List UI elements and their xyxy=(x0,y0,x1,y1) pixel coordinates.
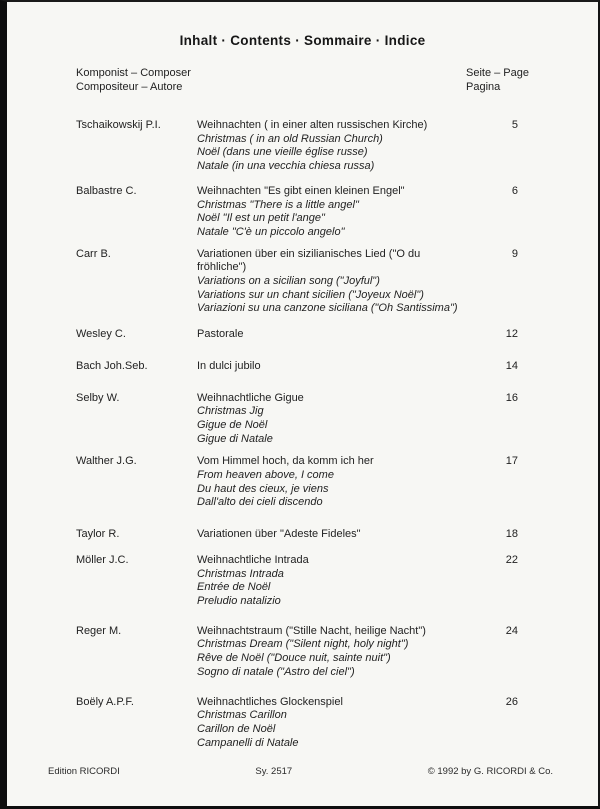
toc-entry xyxy=(76,528,532,542)
composer-name: Tschaikowskij P.I. xyxy=(76,119,161,131)
page-number: 17 xyxy=(505,455,518,468)
title-french: Variations sur un chant sicilien ("Joyeux Noël") xyxy=(197,288,424,301)
work-titles xyxy=(197,360,476,374)
title-italian: Campanelli di Natale xyxy=(197,736,299,749)
work-titles xyxy=(197,185,476,240)
title-english: Christmas Dream ("Silent night, holy night") xyxy=(197,638,409,651)
title-german: Weihnachtliche Intrada xyxy=(197,553,309,566)
page-number: 12 xyxy=(505,328,518,341)
composer-name: Wesley C. xyxy=(76,328,126,341)
work-titles xyxy=(197,696,476,751)
page-number: 22 xyxy=(505,553,518,566)
title-italian: Sogno di natale ("Astro del ciel") xyxy=(197,665,355,678)
title-german: Weihnachtliches Glockenspiel xyxy=(197,695,343,708)
title-english: From heaven above, I come xyxy=(197,469,334,482)
page-number: 14 xyxy=(505,359,518,372)
composer-name: Bach Joh.Seb. xyxy=(76,359,148,372)
page-footer xyxy=(48,766,553,777)
composer-name: Möller J.C. xyxy=(76,553,129,566)
composer-name: Selby W. xyxy=(76,391,120,404)
toc-entry xyxy=(76,248,532,317)
title-italian: Dall'alto dei cieli discendo xyxy=(197,496,323,509)
work-titles xyxy=(197,554,476,609)
page-number: 18 xyxy=(505,528,518,541)
title-german: Variationen über ein sizilianisches Lied ("O du fröhliche") xyxy=(197,247,421,274)
composer-name: Balbastre C. xyxy=(76,184,137,197)
title-german: Weihnachtstraum ("Stille Nacht, heilige Nacht") xyxy=(197,624,426,637)
toc-entry xyxy=(76,360,532,374)
composer-column-header xyxy=(76,67,191,94)
page-header-line1: Seite – Page xyxy=(466,67,529,79)
toc-entry xyxy=(76,625,532,680)
footer-copyright: © 1992 by G. RICORDI & Co. xyxy=(427,766,553,777)
title-italian: Natale (in una vecchia chiesa russa) xyxy=(197,160,375,173)
title-italian: Gigue di Natale xyxy=(197,432,273,445)
page-number: 6 xyxy=(511,184,518,197)
title-french: Carillon de Noël xyxy=(197,722,276,735)
title-german: Pastorale xyxy=(197,328,244,341)
title-german: In dulci jubilo xyxy=(197,359,261,372)
title-french: Gigue de Noël xyxy=(197,418,268,431)
toc-entry xyxy=(76,328,532,342)
composer-name: Taylor R. xyxy=(76,528,120,541)
toc-entry xyxy=(76,696,532,751)
title-german: Variationen über "Adeste Fideles" xyxy=(197,528,361,541)
page-title: Inhalt · Contents · Sommaire · Indice xyxy=(179,33,426,48)
title-german: Weihnachten "Es gibt einen kleinen Engel" xyxy=(197,184,405,197)
title-french: Du haut des cieux, je viens xyxy=(197,482,329,495)
composer-name: Carr B. xyxy=(76,247,111,260)
page-number: 9 xyxy=(511,247,518,260)
toc-entry xyxy=(76,119,532,174)
page-column-header xyxy=(466,67,532,94)
toc-entries xyxy=(76,119,532,750)
work-titles xyxy=(197,625,476,680)
work-titles xyxy=(197,119,476,174)
title-english: Christmas Carillon xyxy=(197,709,287,722)
page-number: 5 xyxy=(511,119,518,131)
work-titles xyxy=(197,248,476,317)
footer-edition: Edition RICORDI xyxy=(48,766,120,777)
footer-plate-number: Sy. 2517 xyxy=(255,766,293,777)
composer-header-line1: Komponist – Composer xyxy=(76,67,191,79)
page-number: 24 xyxy=(505,624,518,637)
page-number: 16 xyxy=(505,391,518,404)
toc-entry xyxy=(76,185,532,240)
title-italian: Preludio natalizio xyxy=(197,594,281,607)
title-french: Rêve de Noël ("Douce nuit, sainte nuit") xyxy=(197,652,391,665)
page-number: 26 xyxy=(505,695,518,708)
title-german: Weihnachtliche Gigue xyxy=(197,391,304,404)
work-titles xyxy=(197,328,476,342)
composer-header-line2: Compositeur – Autore xyxy=(76,80,183,93)
title-english: Christmas ( in an old Russian Church) xyxy=(197,132,383,145)
title-french: Noël (dans une vieille église russe) xyxy=(197,146,368,159)
title-italian: Variazioni su una canzone siciliana ("Oh Santissima") xyxy=(197,302,458,315)
composer-name: Reger M. xyxy=(76,624,122,637)
composer-name: Walther J.G. xyxy=(76,455,137,468)
title-french: Noël "Il est un petit l'ange" xyxy=(197,212,325,225)
title-german: Weihnachten ( in einer alten russischen Kirche) xyxy=(197,119,428,131)
title-german: Vom Himmel hoch, da komm ich her xyxy=(197,455,374,468)
composer-name: Boëly A.P.F. xyxy=(76,695,134,708)
title-english: Variations on a sicilian song ("Joyful") xyxy=(197,275,380,288)
toc-entry xyxy=(76,554,532,609)
title-french: Entrée de Noël xyxy=(197,581,271,594)
title-english: Christmas Intrada xyxy=(197,567,284,580)
title-italian: Natale "C'è un piccolo angelo" xyxy=(197,225,345,238)
column-headers xyxy=(76,67,532,94)
work-titles xyxy=(197,455,476,510)
title-english: Christmas Jig xyxy=(197,405,264,418)
toc-entry xyxy=(76,392,532,447)
toc-entry xyxy=(76,455,532,510)
work-titles xyxy=(197,392,476,447)
page-header-line2: Pagina xyxy=(466,80,501,93)
title-english: Christmas "There is a little angel" xyxy=(197,198,359,211)
work-titles xyxy=(197,528,476,542)
